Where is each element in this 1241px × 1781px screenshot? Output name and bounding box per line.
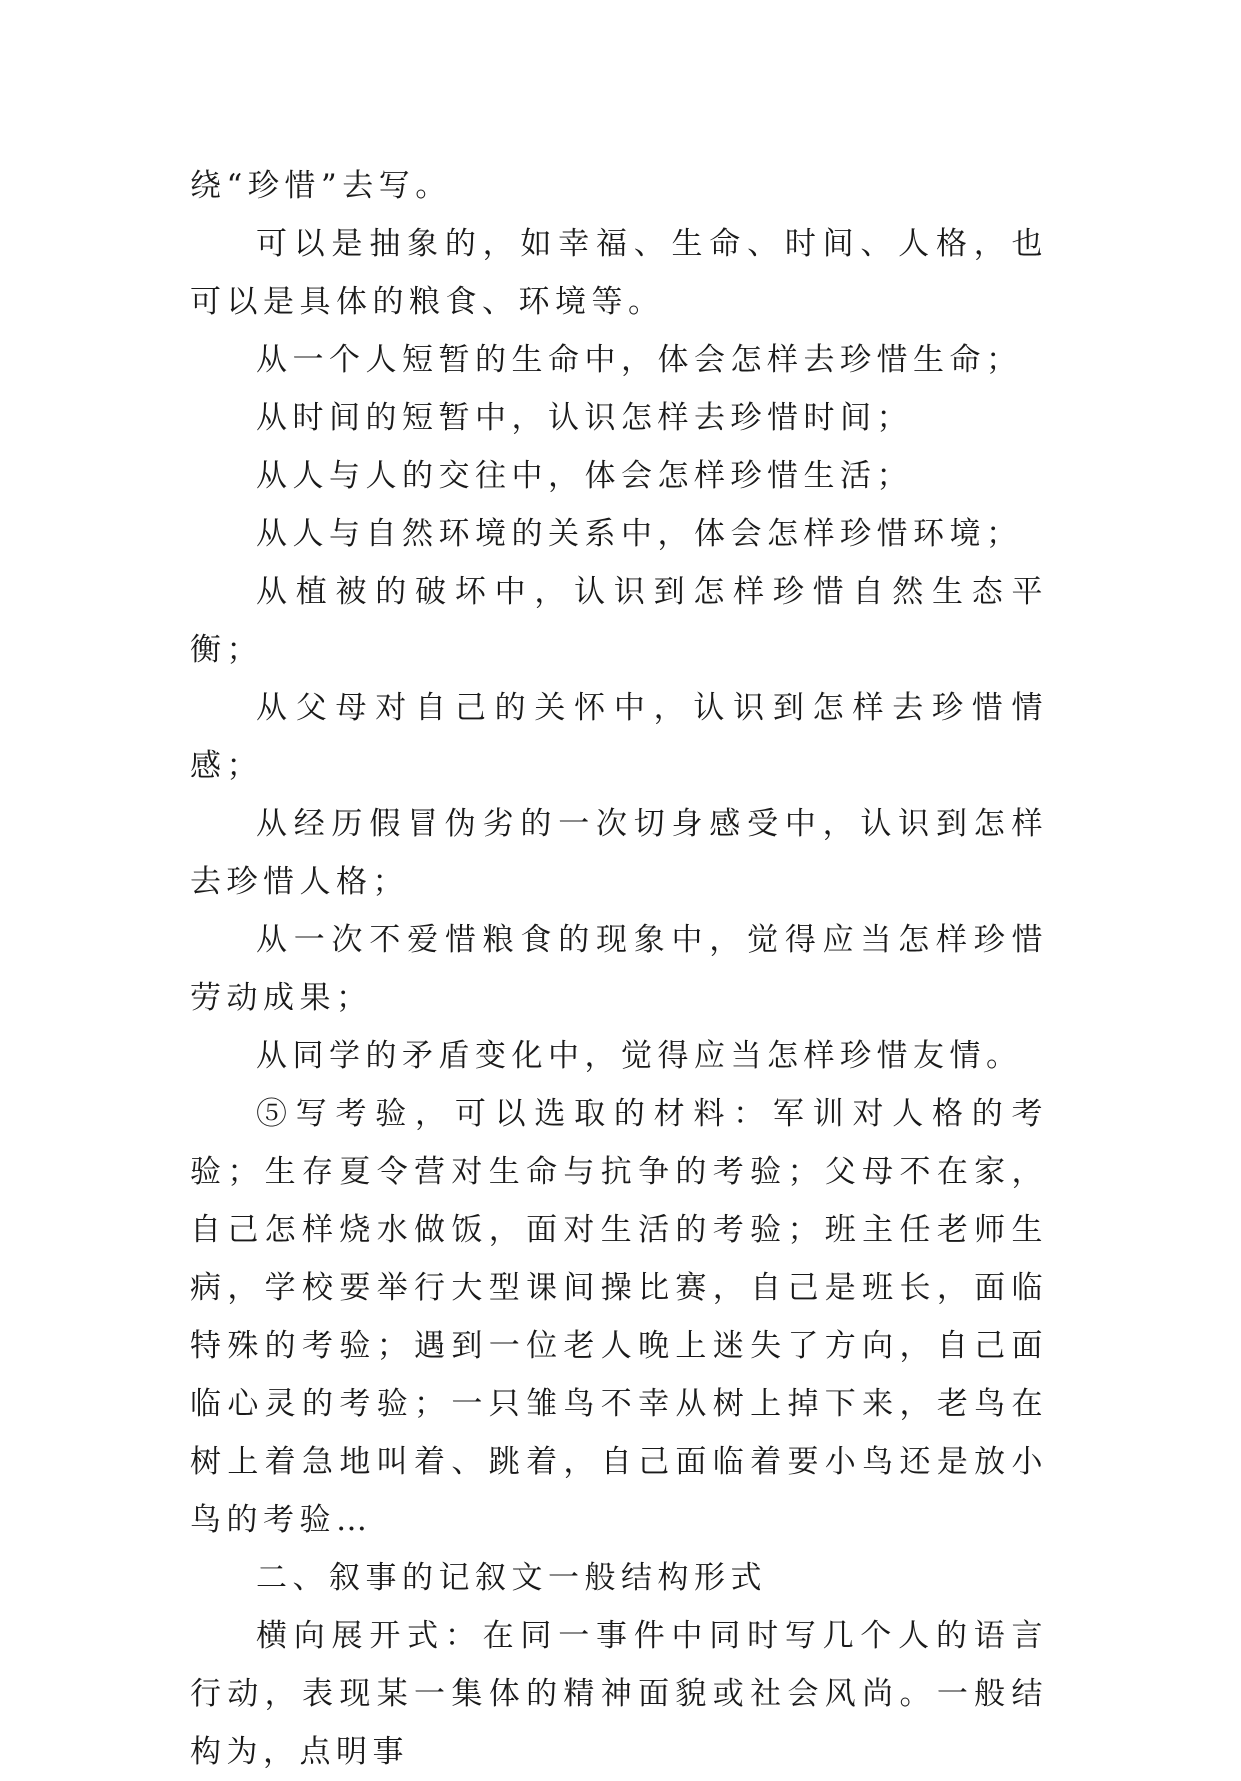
paragraph-continuation: 绕“珍惜”去写。	[190, 168, 452, 204]
paragraph-cherish-ecology: 从植被的破坏中，认识到怎样珍惜自然生态平衡；	[190, 574, 1048, 668]
paragraph-cherish-living: 从人与人的交往中，体会怎样珍惜生活；	[256, 458, 913, 494]
body-text	[190, 157, 1048, 1781]
section-heading: 二、叙事的记叙文一般结构形式	[256, 1560, 767, 1596]
paragraph-cherish-character: 从经历假冒伪劣的一次切身感受中，认识到怎样去珍惜人格；	[190, 806, 1048, 900]
paragraph-cherish-environment: 从人与自然环境的关系中，体会怎样珍惜环境；	[256, 516, 1023, 552]
paragraph-horizontal-structure: 横向展开式：在同一事件中同时写几个人的语言行动，表现某一集体的精神面貌或社会风尚。一般结构为，点明事	[190, 1618, 1048, 1770]
paragraph-cherish-emotion: 从父母对自己的关怀中，认识到怎样去珍惜情感；	[190, 690, 1048, 784]
paragraph-write-test: ⑤写考验，可以选取的材料：军训对人格的考验；生存夏令营对生命与抗争的考验；父母不在家，自己怎样烧水做饭，面对生活的考验；班主任老师生病，学校要举行大型课间操比赛，自己是班长，面临特殊的考验；遇到一位老人晚上迷失了方向，自己面临心灵的考验；一只雏鸟不幸从树上掉下来，老鸟在树上着急地叫着、跳着，自己面临着要小鸟还是放小鸟的考验…	[190, 1096, 1048, 1538]
paragraph-abstract-or-concrete: 可以是抽象的，如幸福、生命、时间、人格，也可以是具体的粮食、环境等。	[190, 226, 1048, 320]
paragraph-cherish-time: 从时间的短暂中，认识怎样去珍惜时间；	[256, 400, 913, 436]
paragraph-cherish-life: 从一个人短暂的生命中，体会怎样去珍惜生命；	[256, 342, 1023, 378]
paragraph-cherish-labor: 从一次不爱惜粮食的现象中，觉得应当怎样珍惜劳动成果；	[190, 922, 1048, 1016]
paragraph-cherish-friendship: 从同学的矛盾变化中，觉得应当怎样珍惜友情。	[256, 1038, 1023, 1074]
